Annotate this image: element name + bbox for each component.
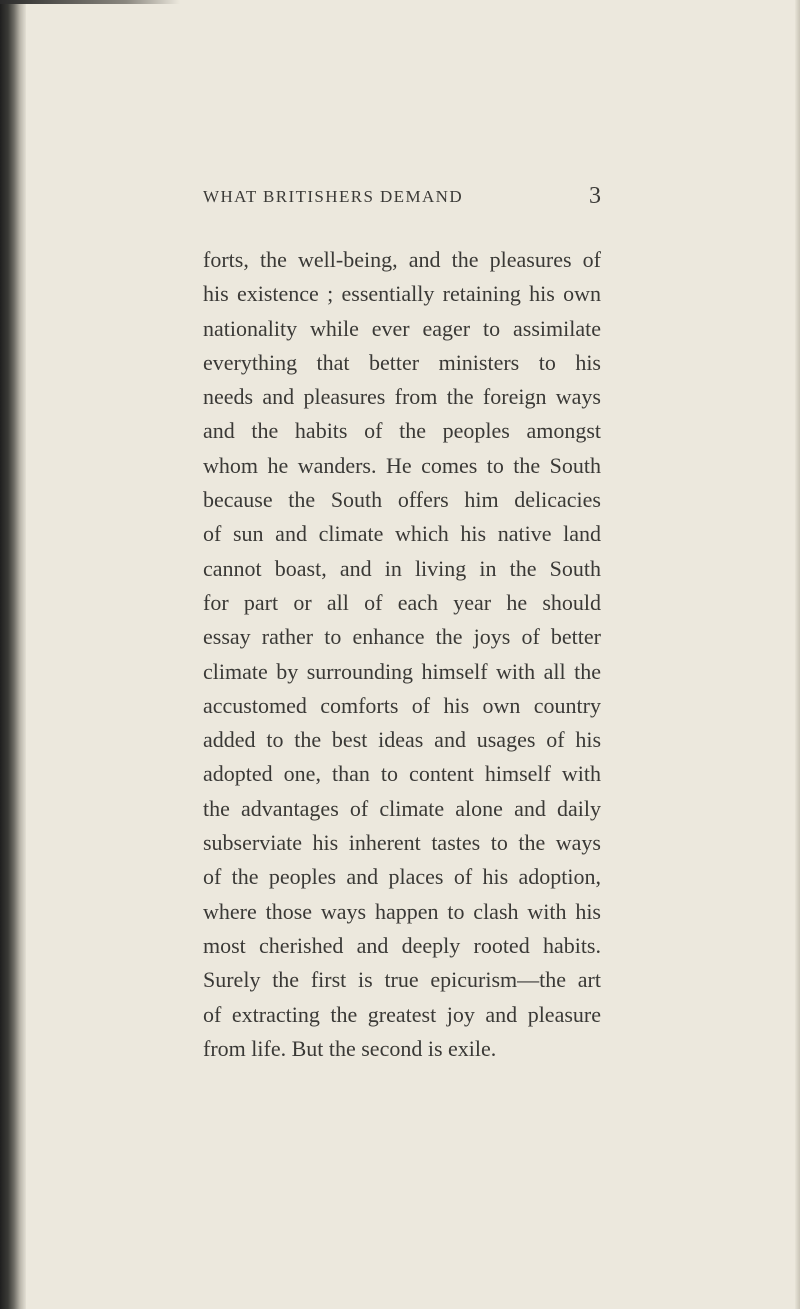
- text-line: his existence ; essentially retaining his own: [203, 281, 601, 307]
- text-line: climate by surrounding himself with all the: [203, 658, 601, 684]
- text-line: adopted one, than to content himself with: [203, 761, 601, 787]
- text-line: forts, the well-being, and the pleasures of: [203, 247, 601, 272]
- text-line: of extracting the greatest joy and pleasure: [203, 1001, 601, 1027]
- text-line: needs and pleasures from the foreign ways: [203, 384, 601, 410]
- text-line: nationality while ever eager to assimilate: [203, 315, 601, 341]
- text-line: essay rather to enhance the joys of better: [203, 624, 601, 650]
- text-line: and the habits of the peoples amongst: [203, 418, 601, 444]
- page-top-edge: [0, 0, 180, 4]
- text-line: because the South offers him delicacies: [203, 487, 601, 513]
- text-line: where those ways happen to clash with his: [203, 898, 601, 924]
- body-text: [203, 243, 601, 1066]
- text-line: of sun and climate which his native land: [203, 521, 601, 547]
- text-line: from life. But the second is exile.: [203, 1035, 497, 1061]
- text-line: the advantages of climate alone and daily: [203, 795, 601, 821]
- text-line: most cherished and deeply rooted habits.: [203, 932, 601, 958]
- running-head: [203, 183, 601, 217]
- text-line: whom he wanders. He comes to the South: [203, 452, 601, 478]
- text-line: everything that better ministers to his: [203, 349, 601, 375]
- page-number: 3: [589, 183, 601, 209]
- running-head-title: WHAT BRITISHERS DEMAND: [203, 187, 463, 206]
- text-line: accustomed comforts of his own country: [203, 692, 601, 718]
- text-line: for part or all of each year he should: [203, 589, 601, 615]
- book-binding-edge: [0, 0, 26, 1309]
- text-line: added to the best ideas and usages of his: [203, 727, 601, 753]
- text-line: of the peoples and places of his adoption,: [203, 864, 601, 890]
- text-line: Surely the first is true epicurism—the art: [203, 967, 601, 993]
- page-right-edge: [795, 0, 800, 1309]
- text-line: cannot boast, and in living in the South: [203, 555, 601, 581]
- text-line: subserviate his inherent tastes to the ways: [203, 830, 601, 856]
